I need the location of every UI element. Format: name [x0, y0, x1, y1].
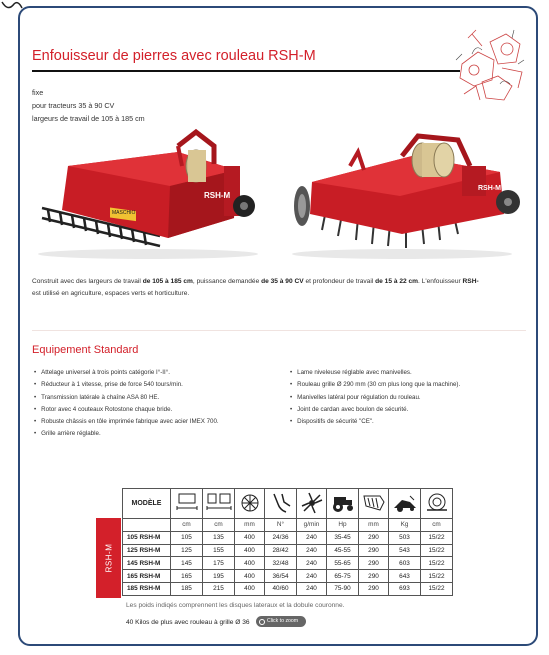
- table-header-row: [123, 489, 453, 519]
- roller-note: 40 Kilos de plus avec rouleau à grille Ø 36: [126, 619, 250, 626]
- click-to-zoom-button[interactable]: Click to zoom: [256, 616, 306, 627]
- table-row: [123, 557, 453, 570]
- desc-text: , puissance demandée: [192, 278, 262, 285]
- table-cell: 240: [297, 544, 327, 557]
- model-cell: 185 RSH-M: [123, 582, 171, 595]
- list-item: • Lame niveleuse réglable avec manivelles.: [290, 367, 460, 379]
- list-item: • Robuste châssis en tôle imprimée fabrique avec acier IMEX 700.: [34, 416, 219, 428]
- table-cell: 155: [203, 544, 235, 557]
- table-cell: 290: [359, 531, 389, 544]
- page-title: Enfouisseur de pierres avec rouleau RSH-M: [32, 48, 316, 64]
- table-row: [123, 544, 453, 557]
- meta-line: largeurs de travail de 105 à 185 cm: [32, 114, 145, 123]
- table-cell: 165: [171, 570, 203, 583]
- title-divider: [32, 70, 460, 72]
- list-item: • Joint de cardan avec boulon de sécurité.: [290, 404, 460, 416]
- list-item: • Grille arrière réglable.: [34, 428, 219, 440]
- table-row: [123, 531, 453, 544]
- spec-table[interactable]: [122, 488, 453, 596]
- table-cell: 15/22: [421, 557, 453, 570]
- table-cell: 24/36: [265, 531, 297, 544]
- list-item: • Manivelles latéral pour régulation du rouleau.: [290, 392, 460, 404]
- model-cell: 145 RSH-M: [123, 557, 171, 570]
- table-cell: 105: [171, 531, 203, 544]
- rotor-speed-icon: [297, 489, 327, 519]
- crops-decoration-icon: [452, 24, 528, 106]
- table-cell: 240: [297, 531, 327, 544]
- photo-left-model: RSH-M: [204, 191, 231, 200]
- model-cell: 105 RSH-M: [123, 531, 171, 544]
- unit-cell: cm: [171, 519, 203, 532]
- table-cell: 135: [203, 531, 235, 544]
- table-cell: 125: [171, 544, 203, 557]
- list-item: • Rouleau grille Ø 290 mm (30 cm plus long que la machine).: [290, 379, 460, 391]
- table-cell: 195: [203, 570, 235, 583]
- list-item: • Attelage universel à trois points catégorie I°-II°.: [34, 367, 219, 379]
- table-cell: 36/54: [265, 570, 297, 583]
- desc-text: . L'enfouisseur: [418, 278, 463, 285]
- equipment-title: Equipement Standard: [32, 344, 139, 356]
- unit-cell: mm: [359, 519, 389, 532]
- table-cell: 35-45: [327, 531, 359, 544]
- model-header: MODÈLE: [123, 489, 171, 519]
- table-cell: 15/22: [421, 531, 453, 544]
- model-series-label: RSH-M: [104, 543, 113, 573]
- table-cell: 693: [389, 582, 421, 595]
- meta-line: pour tracteurs 35 à 90 CV: [32, 101, 115, 110]
- model-cell: 125 RSH-M: [123, 544, 171, 557]
- table-cell: 65-75: [327, 570, 359, 583]
- table-row: [123, 582, 453, 595]
- roller-diameter-icon: [359, 489, 389, 519]
- desc-text: Construit avec des largeurs de travail: [32, 278, 143, 285]
- table-cell: 15/22: [421, 582, 453, 595]
- table-row: [123, 570, 453, 583]
- corner-decoration: [0, 0, 24, 14]
- unit-cell: cm: [421, 519, 453, 532]
- photo-right-model: RSH-M: [478, 185, 501, 192]
- unit-cell: Kg: [389, 519, 421, 532]
- table-cell: 400: [235, 531, 265, 544]
- table-cell: 45-55: [327, 544, 359, 557]
- table-cell: 240: [297, 557, 327, 570]
- table-cell: 400: [235, 544, 265, 557]
- model-cell: 165 RSH-M: [123, 570, 171, 583]
- table-cell: 503: [389, 531, 421, 544]
- blades-icon: [265, 489, 297, 519]
- table-cell: 643: [389, 570, 421, 583]
- units-row: [123, 519, 453, 532]
- table-cell: 145: [171, 557, 203, 570]
- desc-highlight: de 35 à 90 CV: [261, 278, 304, 285]
- table-cell: 290: [359, 557, 389, 570]
- unit-cell: mm: [235, 519, 265, 532]
- table-cell: 400: [235, 557, 265, 570]
- table-cell: 543: [389, 544, 421, 557]
- table-cell: 603: [389, 557, 421, 570]
- table-cell: 240: [297, 570, 327, 583]
- table-cell: 400: [235, 582, 265, 595]
- working-depth-icon: [421, 489, 453, 519]
- table-cell: 215: [203, 582, 235, 595]
- weight-note: Les poids indiqés comprennent les disques lateraux et la dobule couronne.: [126, 602, 345, 609]
- unit-cell: N°: [265, 519, 297, 532]
- table-cell: 175: [203, 557, 235, 570]
- table-cell: 290: [359, 544, 389, 557]
- table-cell: 75-90: [327, 582, 359, 595]
- desc-text: et profondeur de travail: [303, 278, 376, 285]
- product-summary: [32, 86, 145, 125]
- rotor-diameter-icon: [235, 489, 265, 519]
- photo-left-logo: MASCHIO: [112, 210, 136, 216]
- desc-highlight: RSH-: [462, 278, 479, 285]
- desc-highlight: de 15 à 22 cm: [375, 278, 419, 285]
- list-item: • Rotor avec 4 couteaux Rotostone chaque bride.: [34, 404, 219, 416]
- table-cell: 15/22: [421, 544, 453, 557]
- equipment-list-right: [290, 367, 460, 428]
- working-width-icon: [171, 489, 203, 519]
- tractor-power-icon: [327, 489, 359, 519]
- table-cell: 40/60: [265, 582, 297, 595]
- section-divider: [32, 330, 526, 331]
- table-cell: 400: [235, 570, 265, 583]
- overall-width-icon: [203, 489, 235, 519]
- unit-cell: g/min: [297, 519, 327, 532]
- table-cell: 32/48: [265, 557, 297, 570]
- table-cell: 290: [359, 570, 389, 583]
- table-cell: 55-65: [327, 557, 359, 570]
- table-cell: 185: [171, 582, 203, 595]
- product-photo-rear[interactable]: [282, 126, 522, 261]
- weight-icon: [389, 489, 421, 519]
- unit-cell: cm: [203, 519, 235, 532]
- list-item: • Réducteur à 1 vitesse, prise de force 540 tours/min.: [34, 379, 219, 391]
- desc-highlight: de 105 à 185 cm: [142, 278, 193, 285]
- equipment-list-left: [34, 367, 219, 441]
- model-series-tab: [96, 518, 121, 598]
- table-cell: 28/42: [265, 544, 297, 557]
- meta-line: fixe: [32, 88, 44, 97]
- table-cell: 290: [359, 582, 389, 595]
- table-cell: 15/22: [421, 570, 453, 583]
- desc-text: est utilisé en agriculture, espaces verts et horticulture.: [32, 289, 190, 297]
- list-item: • Dispositifs de sécurité "CE".: [290, 416, 460, 428]
- product-description: [32, 276, 526, 299]
- table-cell: 240: [297, 582, 327, 595]
- list-item: • Transmission latérale à chaîne ASA 80 HE.: [34, 392, 219, 404]
- unit-cell: Hp: [327, 519, 359, 532]
- product-photo-front[interactable]: [28, 126, 268, 261]
